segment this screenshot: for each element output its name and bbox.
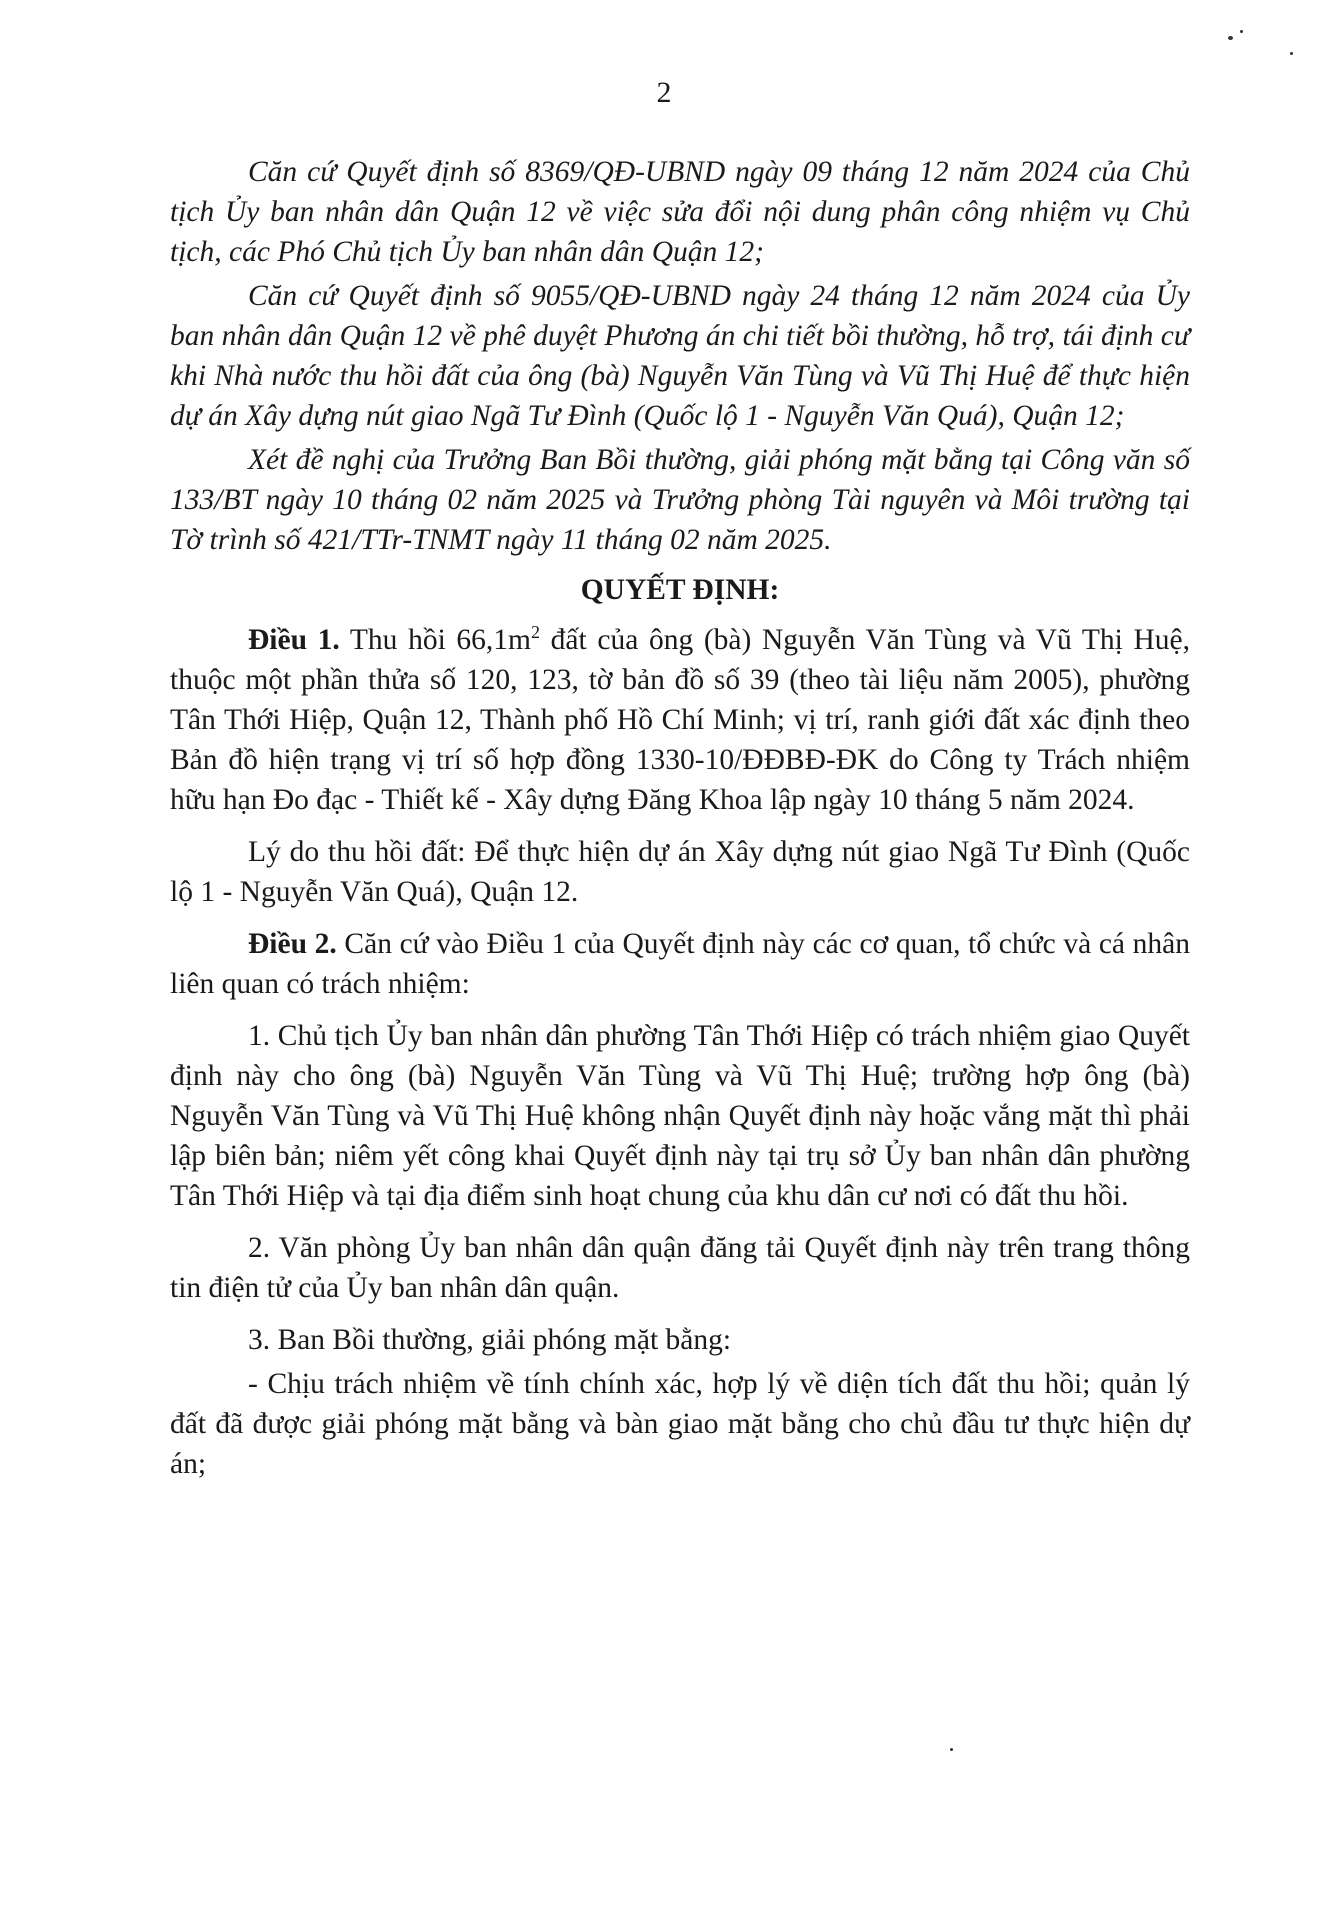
preamble-paragraph-2: Căn cứ Quyết định số 9055/QĐ-UBND ngày 24 tháng 12 năm 2024 của Ủy ban nhân dân Quận 12 về phê duyệt Phương án chi tiết bồi thường, hỗ trợ, tái định cư khi Nhà nước thu hồi đất của ông (bà) Nguyễn Văn Tùng và Vũ Thị Huệ để thực hiện dự án Xây dựng nút giao Ngã Tư Đình (Quốc lộ 1 - Nguyễn Văn Quá), Quận 12;	[170, 280, 1190, 432]
article-2	[170, 924, 1190, 1004]
scan-speck	[1228, 36, 1233, 40]
article-1	[170, 612, 1190, 820]
scan-speck	[950, 1748, 953, 1751]
preamble-paragraph-1: Căn cứ Quyết định số 8369/QĐ-UBND ngày 09 tháng 12 năm 2024 của Chủ tịch Ủy ban nhân dân Quận 12 về việc sửa đổi nội dung phân công nhiệm vụ Chủ tịch, các Phó Chủ tịch Ủy ban nhân dân Quận 12;	[170, 156, 1190, 268]
decision-heading: QUYẾT ĐỊNH:	[580, 574, 780, 606]
scan-speck	[1290, 52, 1293, 55]
article-2-item-3-bullet-1: - Chịu trách nhiệm về tính chính xác, hợp lý về diện tích đất thu hồi; quản lý đất đã được giải phóng mặt bằng và bàn giao mặt bằng cho chủ đầu tư thực hiện dự án;	[170, 1367, 1190, 1480]
article-1-superscript: 2	[531, 622, 540, 642]
article-2-item-3: 3. Ban Bồi thường, giải phóng mặt bằng:	[248, 1323, 732, 1356]
article-2-item-1: 1. Chủ tịch Ủy ban nhân dân phường Tân Thới Hiệp có trách nhiệm giao Quyết định này cho ông (bà) Nguyễn Văn Tùng và Vũ Thị Huệ; trường hợp ông (bà) Nguyễn Văn Tùng và Vũ Thị Huệ không nhận Quyết định này hoặc vắng mặt thì phải lập biên bản; niêm yết công khai Quyết định này tại trụ sở Ủy ban nhân dân phường Tân Thới Hiệp và tại địa điểm sinh hoạt chung của khu dân cư nơi có đất thu hồi.	[170, 1019, 1190, 1212]
article-1-text-b: đất của ông (bà) Nguyễn Văn Tùng và Vũ Thị Huệ, thuộc một phần thửa số 120, 123, tờ bản đồ số 39 (theo tài liệu năm 2005), phường Tân Thới Hiệp, Quận 12, Thành phố Hồ Chí Minh; vị trí, ranh giới đất xác định theo Bản đồ hiện trạng vị trí số hợp đồng 1330-10/ĐĐBĐ-ĐK do Công ty Trách nhiệm hữu hạn Đo đạc - Thiết kế - Xây dựng Đăng Khoa lập ngày 10 tháng 5 năm 2024.	[170, 623, 1190, 816]
page-number: 2	[656, 76, 672, 109]
document-body	[170, 152, 1190, 1484]
article-2-label: Điều 2.	[248, 927, 337, 960]
article-2-text: Căn cứ vào Điều 1 của Quyết định này các cơ quan, tổ chức và cá nhân liên quan có trách nhiệm:	[170, 927, 1190, 1000]
article-1-text-a: Thu hồi 66,1m	[339, 623, 531, 656]
article-2-item-2: 2. Văn phòng Ủy ban nhân dân quận đăng tải Quyết định này trên trang thông tin điện tử của Ủy ban nhân dân quận.	[170, 1231, 1190, 1304]
scan-speck	[1240, 30, 1243, 33]
article-1-label: Điều 1.	[248, 623, 340, 656]
article-1-reason: Lý do thu hồi đất: Để thực hiện dự án Xây dựng nút giao Ngã Tư Đình (Quốc lộ 1 - Nguyễn Văn Quá), Quận 12.	[170, 835, 1190, 908]
preamble-paragraph-3: Xét đề nghị của Trưởng Ban Bồi thường, giải phóng mặt bằng tại Công văn số 133/BT ngày 10 tháng 02 năm 2025 và Trưởng phòng Tài nguyên và Môi trường tại Tờ trình số 421/TTr-TNMT ngày 11 tháng 02 năm 2025.	[170, 444, 1190, 556]
